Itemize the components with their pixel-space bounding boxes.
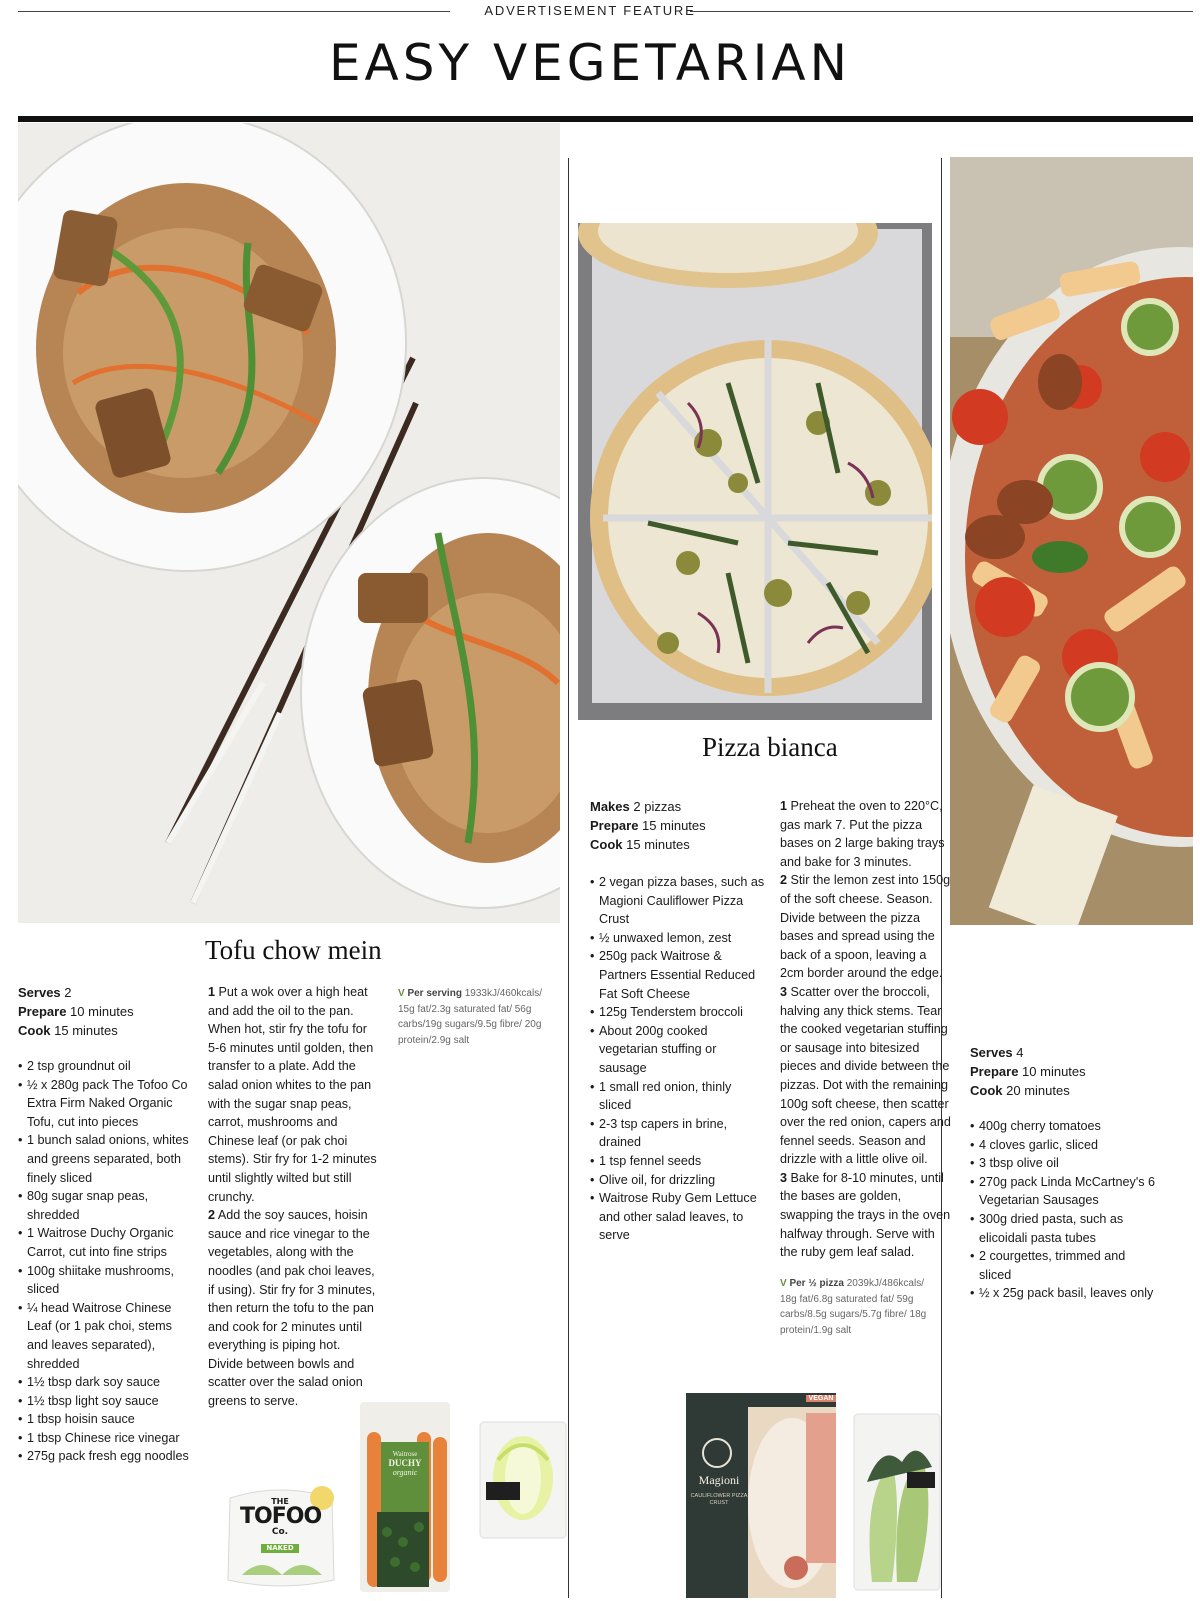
ingredient-item: • 1½ tbsp light soy sauce: [18, 1392, 190, 1411]
method-step: [208, 1206, 378, 1411]
step-number: 2: [780, 873, 788, 888]
ingredient-item: • 1 tbsp Chinese rice vinegar: [18, 1429, 190, 1448]
tofoo-badge: NAKED: [261, 1544, 298, 1553]
tofu-ingredients-list: [18, 1057, 190, 1466]
step-number: 1: [208, 985, 216, 999]
prepare-value: 10 minutes: [1022, 1064, 1086, 1079]
ingredient-item: • 100g shiitake mushrooms, sliced: [18, 1262, 190, 1299]
step-text: Scatter over the broccoli, halving any thick stems. Tear the cooked vegetarian stuffing or sausage into bitesized pieces and divide between the pizzas. Dot with the remaining 100g soft cheese, then scatter over the red onion, capers and fennel seeds. Season and drizzle with a little olive oil.: [780, 984, 951, 1167]
pizza-method: [780, 797, 952, 1262]
tofoo-pack-image: [222, 1480, 340, 1592]
ingredient-item: • 275g pack fresh egg noodles: [18, 1447, 190, 1466]
magioni-vegan-tag: VEGAN: [806, 1395, 836, 1402]
prepare-label: Prepare: [590, 818, 639, 833]
nutrition-label: Per serving: [407, 988, 462, 999]
advertisement-feature-label: ADVERTISEMENT FEATURE: [484, 3, 696, 18]
ingredient-item: • ½ unwaxed lemon, zest: [590, 929, 765, 948]
cook-value: 20 minutes: [1006, 1083, 1070, 1098]
ingredient-item: • About 200g cooked vegetarian stuffing or sausage: [590, 1022, 765, 1078]
pizza-bianca-photo: [578, 223, 932, 720]
ruby-gem-lettuce-pack-image: [852, 1412, 942, 1592]
ingredient-item: • 1 tbsp hoisin sauce: [18, 1410, 190, 1429]
magioni-brand: Magioni: [698, 1473, 740, 1487]
tofu-recipe-title: Tofu chow mein: [205, 935, 382, 965]
magioni-pizza-crust-pack-image: [686, 1393, 836, 1598]
page-title: EASY VEGETARIAN: [328, 34, 852, 92]
ingredient-item: • 2 vegan pizza bases, such as Magioni Cauliflower Pizza Crust: [590, 873, 765, 929]
chinese-leaf-pack-image: [478, 1420, 568, 1540]
ingredient-item: • 2 tsp groundnut oil: [18, 1057, 190, 1076]
tofoo-logo-line2: TOFOO: [240, 1504, 322, 1529]
step-number: 1: [780, 799, 788, 813]
step-text: Stir the lemon zest into 150g of the soft cheese. Season. Divide between the pizza bases and spread using the back of a spoon, leaving a 2cm border around the edge.: [780, 873, 951, 981]
pizza-ingredients-list: [590, 873, 765, 1245]
ingredient-item: • Waitrose Ruby Gem Lettuce and other salad leaves, to serve: [590, 1189, 765, 1245]
ingredient-item: • 270g pack Linda McCartney's 6 Vegetarian Sausages: [970, 1173, 1160, 1210]
tofoo-logo-line1: THE: [271, 1497, 289, 1506]
carrots-brand: Waitrose: [392, 1450, 418, 1458]
nutrition-label: Per ½ pizza: [789, 1278, 844, 1289]
ingredient-item: • 250g pack Waitrose & Partners Essential Reduced Fat Soft Cheese: [590, 947, 765, 1003]
pizza-recipe-meta: [590, 797, 706, 854]
ingredient-item: • 400g cherry tomatoes: [970, 1117, 1160, 1136]
nutrition-values: 1933kJ/460kcals/ 15g fat/2.3g saturated fat/ 56g carbs/19g sugars/9.5g fibre/ 20g protein/2.9g salt: [398, 988, 542, 1046]
makes-label: Makes: [590, 799, 630, 814]
ingredient-item: • 125g Tenderstem broccoli: [590, 1003, 765, 1022]
step-text: Preheat the oven to 220°C, gas mark 7. Put the pizza bases on 2 large baking trays and bake for 3 minutes.: [780, 799, 945, 869]
tofu-nutrition-info: [398, 986, 548, 1048]
method-step: [780, 983, 952, 1169]
ingredient-item: • 1 tsp fennel seeds: [590, 1152, 765, 1171]
pizza-nutrition-info: [780, 1276, 932, 1338]
vegetarian-mark: V: [780, 1278, 787, 1289]
ingredient-item: • ¼ head Waitrose Chinese Leaf (or 1 pak choi, stems and leaves separated), shredded: [18, 1299, 190, 1373]
ingredient-item: • ½ x 280g pack The Tofoo Co Extra Firm Naked Organic Tofu, cut into pieces: [18, 1076, 190, 1132]
step-number: 3: [780, 1170, 788, 1185]
ingredient-item: • 80g sugar snap peas, shredded: [18, 1187, 190, 1224]
cook-label: Cook: [590, 837, 623, 852]
prepare-value: 10 minutes: [70, 1004, 134, 1019]
carrots-sub: organic: [392, 1468, 418, 1478]
ingredient-item: • 2-3 tsp capers in brine, drained: [590, 1115, 765, 1152]
title-underline: [18, 116, 1193, 122]
pasta-ingredients-list: [970, 1117, 1160, 1303]
ingredient-item: • Olive oil, for drizzling: [590, 1171, 765, 1190]
tofu-recipe-meta: [18, 983, 134, 1040]
ingredient-item: • 300g dried pasta, such as elicoidali pasta tubes: [970, 1210, 1160, 1247]
serves-label: Serves: [18, 985, 61, 1000]
pasta-recipe-meta: [970, 1043, 1086, 1100]
tofu-method: [208, 983, 378, 1411]
carrots-pack-image: [355, 1402, 455, 1592]
ingredient-item: • 3 tbsp olive oil: [970, 1154, 1160, 1173]
carrots-line: DUCHY: [388, 1458, 422, 1469]
cook-value: 15 minutes: [54, 1023, 118, 1038]
carrots-brand-label: [381, 1450, 429, 1478]
magioni-product-name: CAULIFLOWER PIZZA CRUST: [690, 1493, 748, 1506]
makes-value: 2 pizzas: [633, 799, 682, 814]
prepare-label: Prepare: [18, 1004, 67, 1019]
cook-label: Cook: [18, 1023, 51, 1038]
sausage-pasta-photo: [950, 157, 1193, 925]
ingredient-item: • ½ x 25g pack basil, leaves only: [970, 1284, 1160, 1303]
prepare-value: 15 minutes: [642, 818, 706, 833]
serves-value: 4: [1016, 1045, 1024, 1060]
serves-value: 2: [64, 985, 72, 1000]
pizza-recipe-title: Pizza bianca: [702, 732, 838, 762]
ingredient-item: • 4 cloves garlic, sliced: [970, 1136, 1160, 1155]
vegetarian-mark: V: [398, 988, 405, 999]
method-step: [780, 871, 952, 983]
tofu-chow-mein-photo: [18, 123, 560, 923]
step-number: 3: [780, 984, 788, 999]
column-divider-left: [568, 158, 569, 1598]
method-step: [208, 983, 378, 1206]
ingredient-item: • 1 Waitrose Duchy Organic Carrot, cut into fine strips: [18, 1224, 190, 1261]
step-number: 2: [208, 1208, 216, 1223]
method-step: [780, 797, 952, 871]
ingredient-item: • 1½ tbsp dark soy sauce: [18, 1373, 190, 1392]
tofoo-logo-line3: Co.: [271, 1527, 289, 1537]
step-text: Bake for 8-10 minutes, until the bases are golden, swapping the trays in the oven halfway through. Serve with the ruby gem leaf salad.: [780, 1170, 951, 1260]
prepare-label: Prepare: [970, 1064, 1019, 1079]
cook-label: Cook: [970, 1083, 1003, 1098]
step-text: Put a wok over a high heat and add the oil to the pan. When hot, stir fry the tofu for 5-6 minutes until golden, then transfer to a plate. Add the salad onion whites to the pan with the sugar snap peas, carrot, mushrooms and Chinese leaf (or pak choi stems). Stir fry for 1-2 minutes until slightly wilted but still crunchy.: [208, 985, 377, 1204]
tofoo-brand-logo: [240, 1498, 320, 1553]
cook-value: 15 minutes: [626, 837, 690, 852]
serves-label: Serves: [970, 1045, 1013, 1060]
ingredient-item: • 2 courgettes, trimmed and sliced: [970, 1247, 1160, 1284]
ingredient-item: • 1 small red onion, thinly sliced: [590, 1078, 765, 1115]
nutrition-values: 2039kJ/486kcals/ 18g fat/6.8g saturated fat/ 59g carbs/8.5g sugars/5.7g fibre/ 18g protein/1.9g salt: [780, 1278, 927, 1336]
step-text: Add the soy sauces, hoisin sauce and rice vinegar to the vegetables, along with the noodles (and pak choi leaves, if using). Stir fry for 3 minutes, then return the tofu to the pan and cook for 2 minutes until everything is piping hot. Divide between bowls and scatter over the salad onion greens to serve.: [208, 1208, 376, 1409]
method-step: [780, 1169, 952, 1262]
ingredient-item: • 1 bunch salad onions, whites and greens separated, both finely sliced: [18, 1131, 190, 1187]
